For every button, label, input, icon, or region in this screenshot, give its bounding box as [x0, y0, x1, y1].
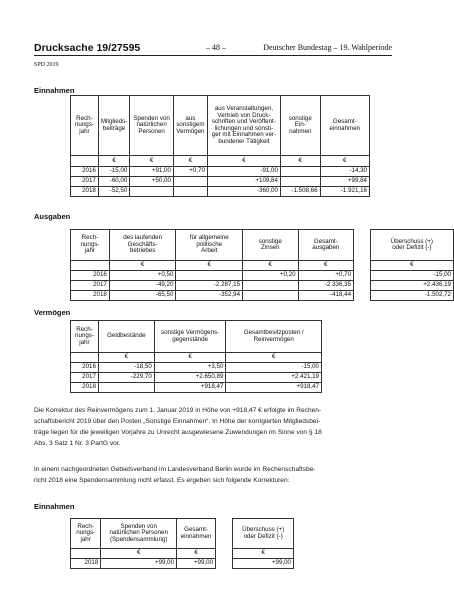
assets-table	[70, 320, 322, 393]
table-row	[71, 177, 370, 187]
col-header: für allgemeine politische Arbeit	[176, 230, 243, 261]
col-header: Gesamt- ausgaben	[298, 230, 354, 261]
value-cell: -2.287,15	[176, 281, 243, 291]
year-cell: 2018	[71, 383, 99, 393]
year-cell: 2017	[71, 177, 99, 187]
collection-header-row	[71, 519, 294, 549]
col-header: sonstige Vermögens- gegenstände	[154, 321, 226, 353]
year-cell: 2017	[71, 281, 110, 291]
unit-row	[71, 353, 322, 363]
col-header: Gesamt- einnahmen	[177, 519, 216, 549]
unit-cell: €	[298, 261, 354, 271]
unit-cell: €	[154, 353, 226, 363]
value-cell: +50,00	[130, 177, 174, 187]
table-row	[71, 559, 294, 569]
col-header: sonstige Ein- nahmen	[280, 96, 320, 156]
value-cell: +2.650,89	[154, 373, 226, 383]
value-cell: -15,00	[98, 167, 129, 177]
income-table	[70, 95, 370, 197]
unit-cell: €	[226, 353, 322, 363]
unit-cell: €	[101, 549, 177, 559]
value-cell: -15,00	[226, 363, 322, 373]
value-cell: +0,20	[243, 271, 299, 281]
unit-cell: €	[370, 261, 453, 271]
value-cell: +91,00	[130, 167, 174, 177]
header-rule	[34, 55, 392, 56]
col-header: Rech- nungs- jahr	[71, 230, 110, 261]
col-header: Rech- nungs- jahr	[71, 96, 99, 156]
value-cell: +109,84	[207, 177, 280, 187]
col-header: Spenden von natürlichen Personen	[130, 96, 174, 156]
table4-title: Einnahmen	[34, 502, 75, 511]
year-cell: 2018	[71, 291, 110, 301]
unit-row	[71, 261, 454, 271]
unit-cell: €	[320, 156, 369, 167]
value-cell	[243, 291, 299, 301]
col-header: des laufenden Geschäfts- betriebes	[109, 230, 176, 261]
table-row	[71, 291, 454, 301]
page-number: – 48 –	[206, 43, 226, 52]
assets-header-row	[71, 321, 322, 353]
col-header: Spenden von natürlichen Personen (Spendensammlung)	[101, 519, 177, 549]
value-cell: +918,47	[154, 383, 226, 393]
unit-cell: €	[177, 549, 216, 559]
table-row	[71, 363, 322, 373]
table-row	[71, 187, 370, 197]
col-header: Gesamtbesitzposten / Reinvermögen	[226, 321, 322, 353]
value-cell	[98, 383, 154, 393]
paragraph-berlin	[34, 464, 394, 486]
value-cell: +3,50	[154, 363, 226, 373]
col-header: aus sonstigem Vermögen	[173, 96, 207, 156]
unit-cell: €	[173, 156, 207, 167]
col-header: Rech- nungs- jahr	[71, 519, 101, 549]
unit-cell: €	[243, 261, 299, 271]
value-cell: -65,50	[109, 291, 176, 301]
value-cell	[280, 177, 320, 187]
col-header: sonstige Zinsen	[243, 230, 299, 261]
table-row	[71, 383, 322, 393]
value-cell: +0,50	[109, 271, 176, 281]
value-cell: -229,70	[98, 373, 154, 383]
expenses-header-row	[71, 230, 454, 261]
unit-row	[71, 549, 294, 559]
value-cell: -15,00	[370, 271, 453, 281]
party-label: SPD 2019	[34, 62, 59, 68]
unit-cell: €	[98, 156, 129, 167]
value-cell: -2.336,35	[298, 281, 354, 291]
value-cell: -1.921,16	[320, 187, 369, 197]
col-header: Geldbestände	[98, 321, 154, 353]
col-header: Überschuss (+) oder Defizit (-)	[233, 519, 294, 549]
year-cell: 2018	[71, 559, 101, 569]
col-header: Mitglieds- beiträge	[98, 96, 129, 156]
year-cell: 2016	[71, 167, 99, 177]
value-cell: -49,20	[109, 281, 176, 291]
value-cell: +918,47	[226, 383, 322, 393]
col-header: aus Veranstaltungen, Vertrieb von Druck- schriften und Veröffent- lichungen und sonsti- ger mit Einnahmen ver- bundener Tätigkeit	[207, 96, 280, 156]
value-cell: -91,00	[207, 167, 280, 177]
unit-cell: €	[130, 156, 174, 167]
text-line: Abs. 3 Satz 1 Nr. 3 PartG vor.	[34, 440, 121, 447]
table2-title: Ausgaben	[34, 212, 71, 221]
table-row	[71, 167, 370, 177]
page-header	[34, 42, 392, 54]
table-row	[71, 373, 322, 383]
value-cell: +2.421,19	[226, 373, 322, 383]
year-cell: 2016	[71, 363, 99, 373]
value-cell: -14,30	[320, 167, 369, 177]
table3-title: Vermögen	[34, 308, 71, 317]
income-header-row	[71, 96, 370, 156]
text-line: schaftsbericht 2019 über den Posten „Sonstige Einnahmen“. In Höhe der korrigierten Mitgliedsbei-	[34, 418, 321, 425]
value-cell: -1.502,72	[370, 291, 453, 301]
unit-cell: €	[176, 261, 243, 271]
value-cell: -52,50	[98, 187, 129, 197]
unit-cell: €	[280, 156, 320, 167]
unit-row	[71, 156, 370, 167]
table-row	[71, 281, 454, 291]
value-cell: +2.436,19	[370, 281, 453, 291]
document-number-value: 27595	[111, 42, 141, 54]
document-number-prefix: Drucksache 19/	[34, 42, 112, 54]
unit-cell: €	[207, 156, 280, 167]
table-row	[71, 271, 454, 281]
value-cell: -352,94	[176, 291, 243, 301]
table1-title: Einnahmen	[34, 86, 75, 95]
text-line: In einem nachgeordneten Gebietsverband im Landesverband Berlin wurde im Rechenschaftsbe-	[34, 466, 316, 473]
value-cell	[173, 187, 207, 197]
paragraph-correction	[34, 405, 394, 449]
year-cell: 2017	[71, 373, 99, 383]
value-cell	[130, 187, 174, 197]
value-cell: +99,84	[320, 177, 369, 187]
col-header: Rech- nungs- jahr	[71, 321, 99, 353]
col-header: Gesamt- einnahmen	[320, 96, 369, 156]
value-cell: +0,70	[173, 167, 207, 177]
value-cell: -360,00	[207, 187, 280, 197]
value-cell: -1.508,66	[280, 187, 320, 197]
document-number	[34, 42, 140, 54]
parliament-label: Deutscher Bundestag – 19. Wahlperiode	[263, 43, 392, 52]
value-cell: -60,00	[98, 177, 129, 187]
text-line: richt 2018 eine Spendensammlung nicht erfasst. Es ergeben sich folgende Korrekturen:	[34, 477, 290, 484]
year-cell: 2016	[71, 271, 110, 281]
value-cell: -18,50	[98, 363, 154, 373]
year-cell: 2018	[71, 187, 99, 197]
col-header: Überschuss (+) oder Defizit (-)	[370, 230, 453, 261]
unit-cell: €	[233, 549, 294, 559]
value-cell: +0,70	[298, 271, 354, 281]
value-cell: +99,00	[101, 559, 177, 569]
collection-income-table	[70, 518, 294, 569]
value-cell: +99,00	[233, 559, 294, 569]
value-cell	[280, 167, 320, 177]
value-cell	[176, 271, 243, 281]
value-cell: -418,44	[298, 291, 354, 301]
expenses-table	[70, 229, 454, 301]
value-cell: +99,00	[177, 559, 216, 569]
unit-cell: €	[109, 261, 176, 271]
text-line: träge liegen für die jeweiligen Vorjahre zu Unrecht ausgewiesene Zuwendungen im Sinne von § 18	[34, 429, 322, 436]
unit-cell: €	[98, 353, 154, 363]
text-line: Die Korrektur des Reinvermögens zum 1. Januar 2019 in Höhe von +918,47 € erfolgte im Rechen-	[34, 407, 322, 414]
value-cell	[243, 281, 299, 291]
value-cell	[173, 177, 207, 187]
